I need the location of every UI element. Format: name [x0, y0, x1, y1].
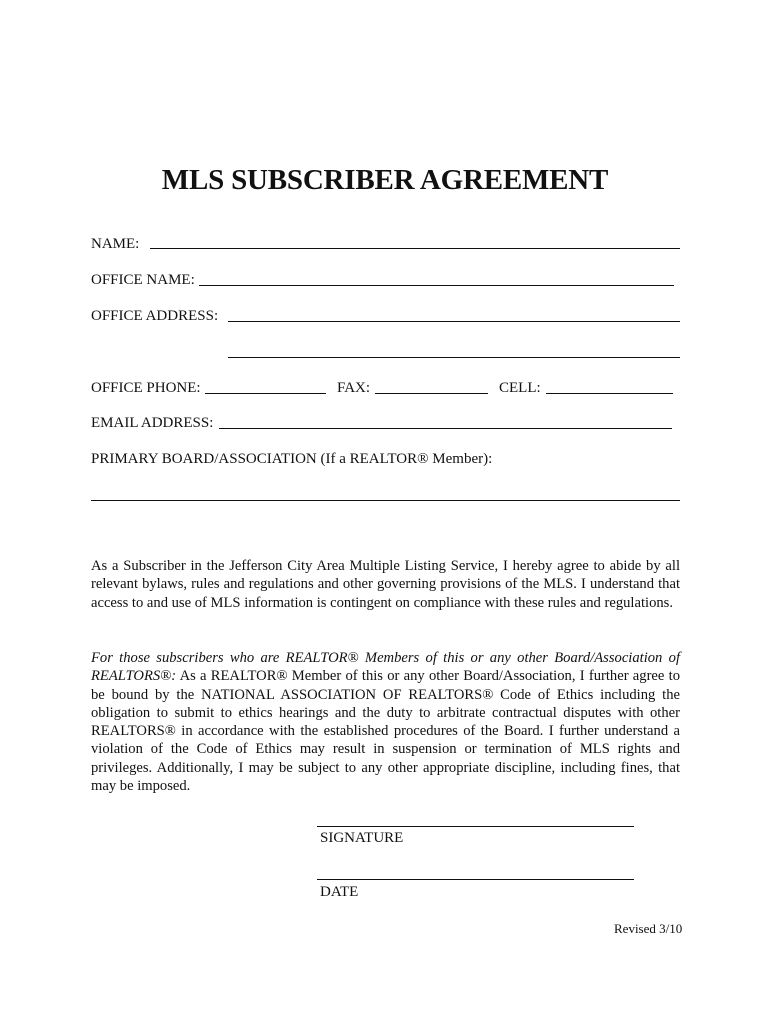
office-name-field[interactable] — [199, 285, 674, 286]
revision-note: Revised 3/10 — [614, 921, 683, 936]
realtor-members-body: As a REALTOR® Member of this or any other Board/Association, I further agree to be bound by the NATIONAL ASSOCIATION OF REALTORS® Code of Ethics including the obligation to submit to ethics hearings and the duty to arbitrate contractual disputes with other REALTORS® in accordance with the established procedures of the Board. I further understand a violation of the Code of Ethics may result in suspension or termination of MLS rights and privileges. Additionally, I may be subject to any other appropriate discipline, including fines, that may be imposed. — [91, 668, 680, 795]
cell-label: CELL: — [499, 380, 541, 396]
name-field[interactable] — [150, 248, 680, 249]
fax-field[interactable] — [375, 393, 488, 394]
office-address-label: OFFICE ADDRESS: — [91, 308, 219, 324]
name-label: NAME: — [91, 236, 140, 252]
signature-label: SIGNATURE — [320, 830, 404, 846]
date-label: DATE — [320, 884, 359, 900]
date-field[interactable] — [317, 879, 634, 880]
office-address-field-1[interactable] — [228, 321, 680, 322]
email-label: EMAIL ADDRESS: — [91, 415, 214, 431]
office-address-field-2[interactable] — [228, 357, 680, 358]
office-phone-field[interactable] — [205, 393, 326, 394]
realtor-members-paragraph — [91, 649, 680, 795]
cell-field[interactable] — [546, 393, 673, 394]
page-title: MLS SUBSCRIBER AGREEMENT — [161, 164, 609, 196]
subscriber-agreement-paragraph: As a Subscriber in the Jefferson City Area Multiple Listing Service, I hereby agree to abide by all relevant bylaws, rules and regulations and other governing provisions of the MLS. I understand that access to and use of MLS information is contingent on compliance with these rules and regulations. — [91, 558, 680, 611]
email-field[interactable] — [219, 428, 672, 429]
primary-board-label: PRIMARY BOARD/ASSOCIATION (If a REALTOR® Member): — [91, 451, 493, 467]
office-name-label: OFFICE NAME: — [91, 272, 195, 288]
realtor-members-lead: For those subscribers who are REALTOR® Members of this or any other Board/Association of REALTORS®: — [91, 650, 680, 685]
signature-field[interactable] — [317, 826, 634, 827]
office-phone-label: OFFICE PHONE: — [91, 380, 201, 396]
fax-label: FAX: — [337, 380, 371, 396]
primary-board-field[interactable] — [91, 500, 680, 501]
